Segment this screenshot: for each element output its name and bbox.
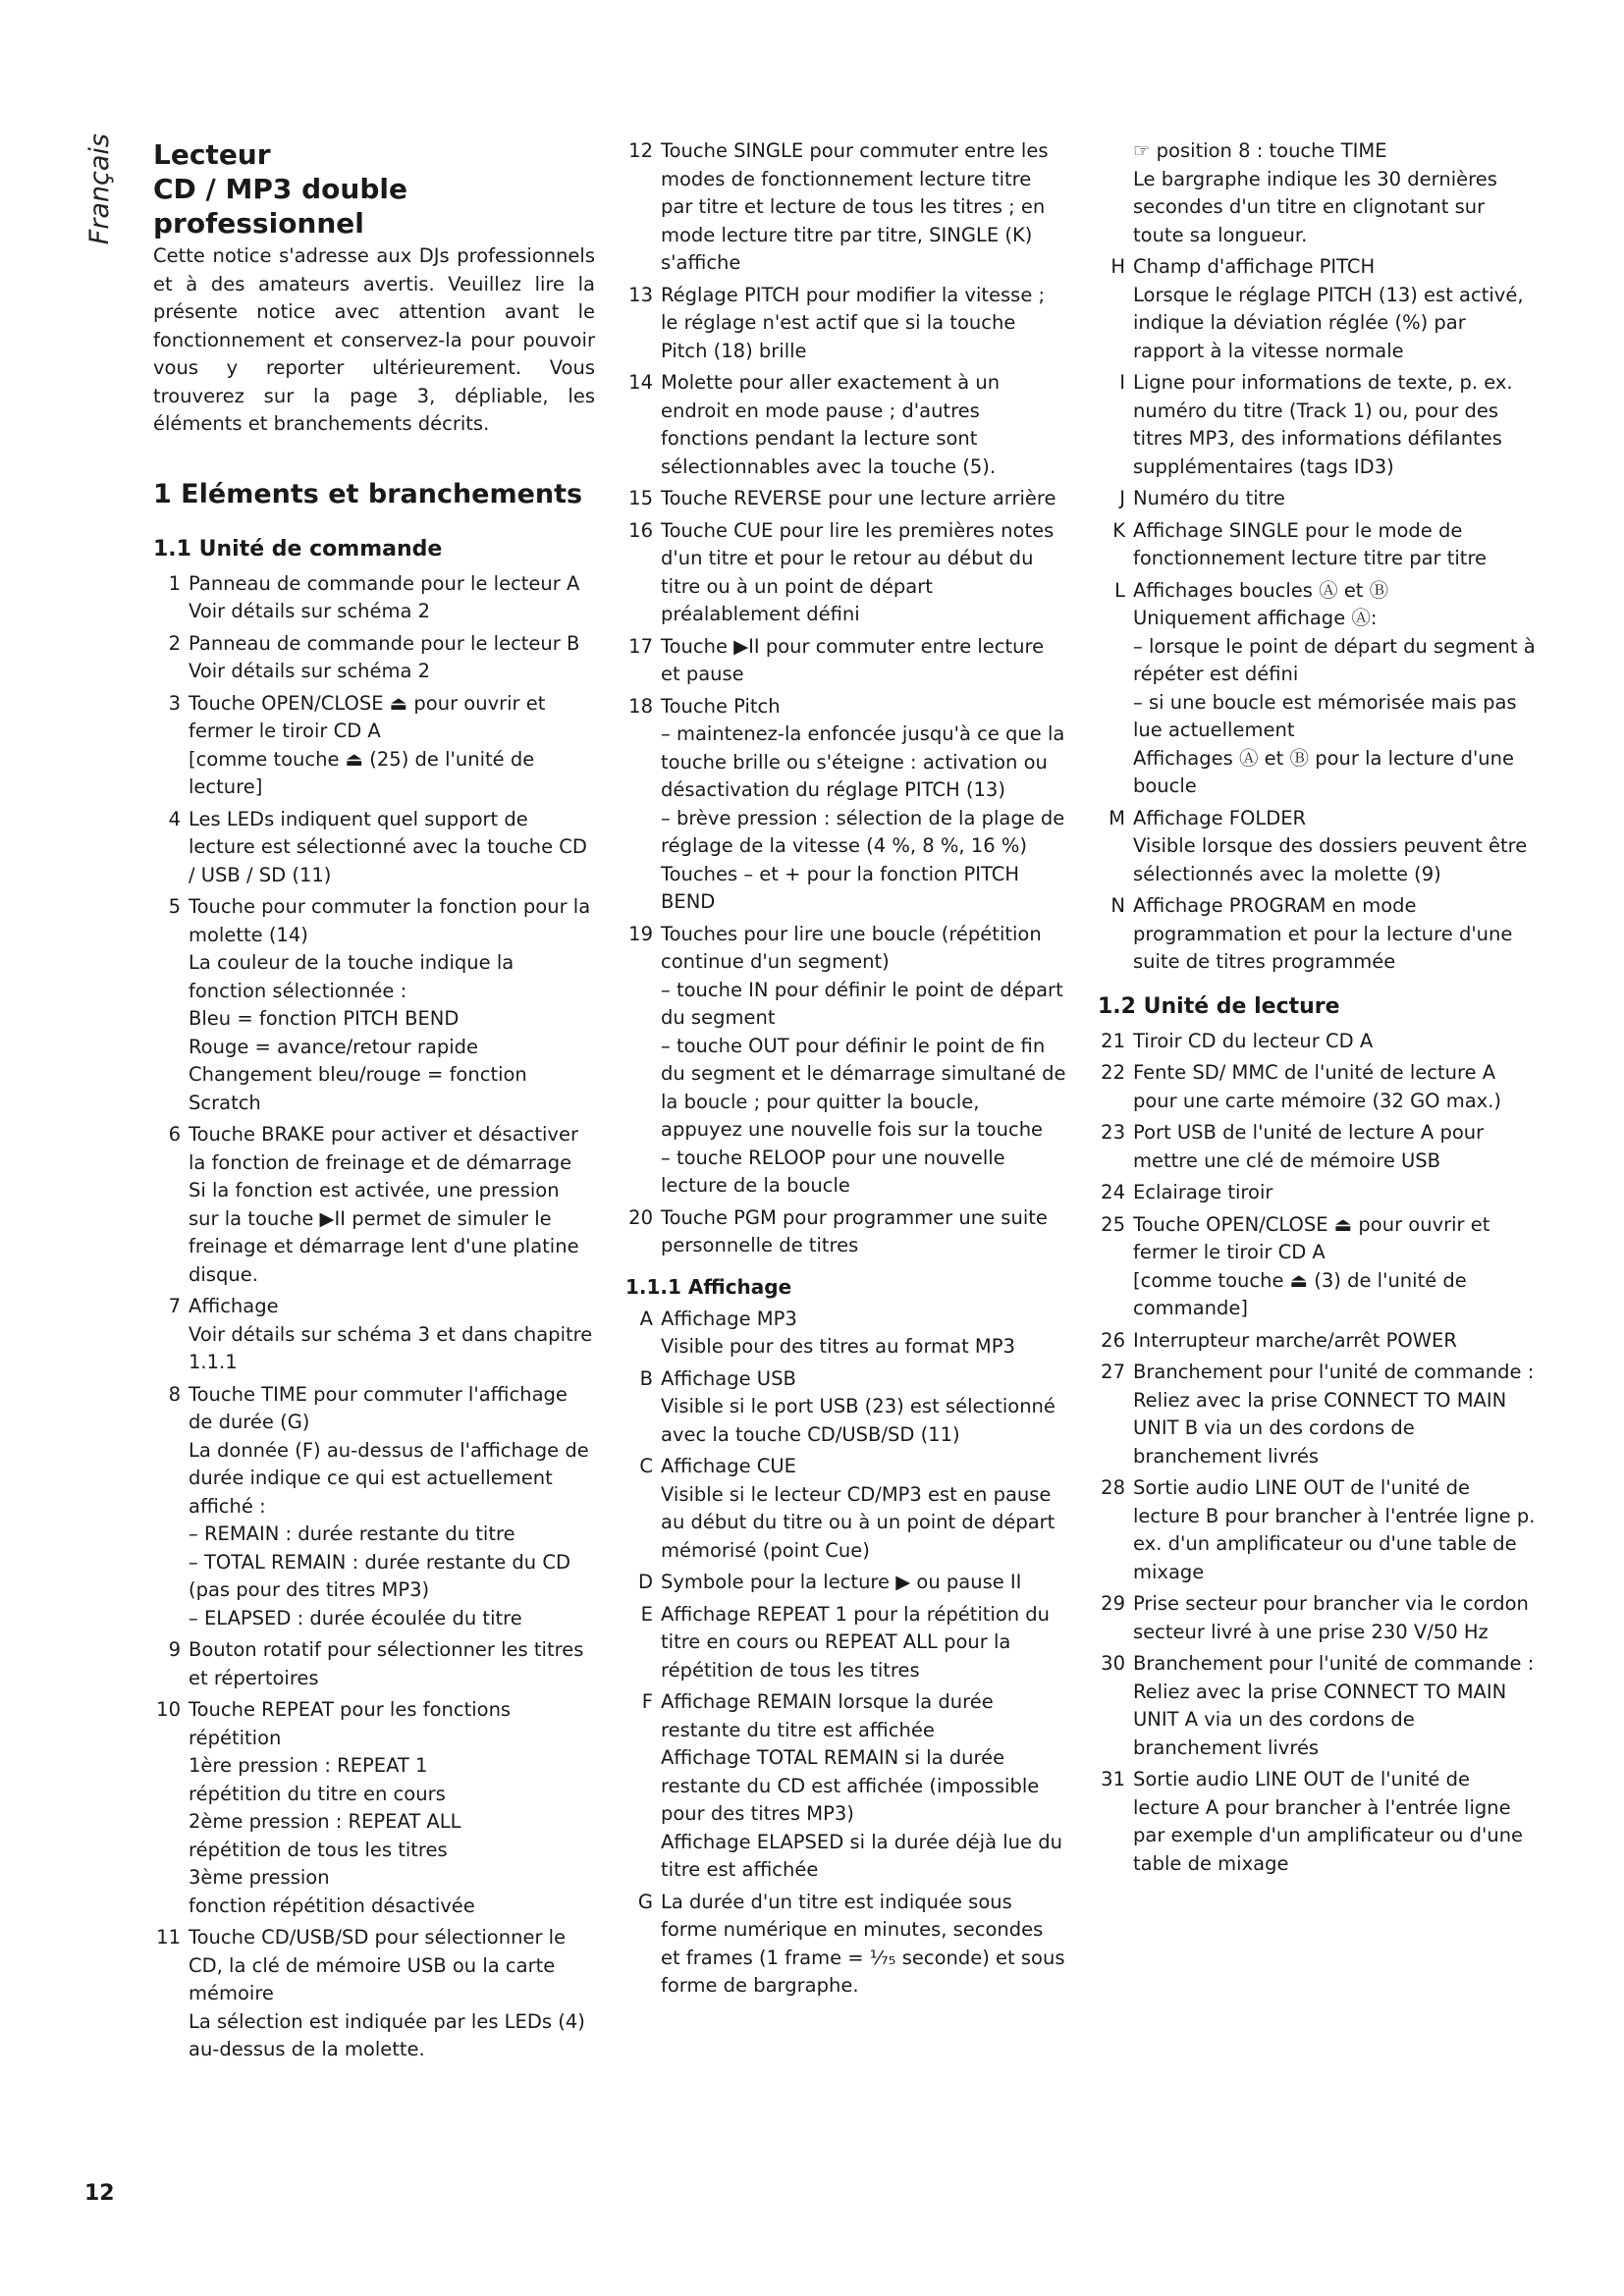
item-line: Bouton rotatif pour sélectionner les titres et répertoires: [189, 1638, 584, 1689]
item-body: [1133, 1327, 1540, 1356]
item-line: La sélection est indiquée par les LEDs (4) au-dessus de la molette.: [189, 2009, 585, 2060]
item-line: Branchement pour l'unité de commande : Reliez avec la prise CONNECT TO MAIN UNIT B via un des cordons de branchement livrés: [1133, 1361, 1535, 1468]
item-number: 18: [628, 694, 653, 718]
item-line: Touche pour commuter la fonction pour la molette (14): [189, 895, 591, 946]
item-number: 11: [156, 1926, 181, 1949]
list-item: [1098, 577, 1540, 801]
item-number: 21: [1101, 1029, 1125, 1052]
item-number: 8: [168, 1382, 181, 1406]
item-body: [661, 282, 1066, 366]
col3-top: [1098, 137, 1540, 249]
item-body: [189, 1293, 595, 1377]
item-line: Affichage TOTAL REMAIN si la durée restante du CD est affichée (impossible pour des titres MP3): [661, 1746, 1040, 1825]
item-line: – REMAIN : durée restante du titre: [189, 1522, 515, 1545]
item-body: [1133, 1119, 1540, 1175]
item-line: Les LEDs indiquent quel support de lecture est sélectionné avec la touche CD / USB / SD (11): [189, 807, 587, 886]
item-number: G: [637, 1890, 653, 1913]
item-line: Si la fonction est activée, une pression sur la touche ▶II permet de simuler le freinage et démarrage lent d'une platine disque.: [189, 1179, 579, 1286]
item-line: Affichage FOLDER: [1133, 806, 1307, 829]
item-line: – lorsque le point de départ du segment à répéter est défini: [1133, 634, 1536, 685]
item-number: 9: [168, 1638, 181, 1661]
column-2: [625, 137, 1066, 2004]
list-item: [625, 1453, 1066, 1565]
item-number: 27: [1101, 1361, 1125, 1383]
item-line: Lorsque le réglage PITCH (13) est activé, indique la déviation réglée (%) par rapport à la vitesse normale: [1133, 283, 1524, 362]
item-body: [661, 1688, 1066, 1885]
item-number: 23: [1101, 1121, 1125, 1144]
item-body: [1133, 1059, 1540, 1115]
item-line: Molette pour aller exactement à un endroit en mode pause ; d'autres fonctions pendant la lecture sont sélectionnables avec la touche (5).: [661, 371, 1001, 478]
item-number: 26: [1101, 1328, 1125, 1352]
item-number: K: [1112, 518, 1125, 542]
item-line: Eclairage tiroir: [1133, 1181, 1273, 1203]
item-line: Changement bleu/rouge = fonction Scratch: [189, 1063, 527, 1114]
item-line: Panneau de commande pour le lecteur A: [189, 571, 580, 595]
list-item: [625, 693, 1066, 917]
item-line: Touche REVERSE pour une lecture arrière: [661, 487, 1056, 509]
list-item: [1098, 892, 1540, 977]
item-number: 5: [168, 895, 181, 918]
list-item: [1098, 1590, 1540, 1646]
subsection-title-1-2: 1.2 Unité de lecture: [1098, 993, 1340, 1019]
list-item: [153, 1636, 595, 1692]
item-line: Ligne pour informations de texte, p. ex. numéro du titre (Track 1) ou, pour des titres MP3, des informations défilantes supplémentaires (tags ID3): [1133, 371, 1513, 478]
list-item: [1098, 369, 1540, 481]
item-line: Touche TIME pour commuter l'affichage de durée (G): [189, 1382, 568, 1433]
item-line: Affichage USB: [661, 1366, 796, 1390]
item-number: 15: [628, 487, 653, 509]
item-number: A: [639, 1307, 653, 1330]
item-line: Réglage PITCH pour modifier la vitesse ; le réglage n'est actif que si la touche Pitch (18) brille: [661, 283, 1046, 362]
list-item: [1098, 1474, 1540, 1586]
item-number: C: [639, 1455, 653, 1477]
item-number: 10: [156, 1698, 181, 1721]
item-line: Visible si le port USB (23) est sélectionné avec la touche CD/USB/SD (11): [661, 1395, 1056, 1446]
item-line: – touche RELOOP pour une nouvelle lecture de la boucle: [661, 1146, 1005, 1197]
list-item: [153, 570, 595, 626]
item-number: D: [637, 1571, 653, 1593]
list-item: [153, 806, 595, 890]
item-body: [1133, 1650, 1540, 1762]
list-item: [625, 282, 1066, 366]
item-line: Touche REPEAT pour les fonctions répétition: [189, 1698, 512, 1749]
list-item: [625, 369, 1066, 481]
list-item: [153, 1381, 595, 1633]
list-item: [153, 690, 595, 802]
item-body: [1133, 577, 1540, 801]
item-body: [189, 1381, 595, 1633]
item-number: 17: [628, 634, 653, 658]
item-line: Visible pour des titres au format MP3: [661, 1335, 1015, 1358]
item-number: 30: [1101, 1652, 1125, 1675]
item-line: – brève pression : sélection de la plage de réglage de la vitesse (4 %, 8 %, 16 %): [661, 806, 1065, 857]
item-line: Prise secteur pour brancher via le cordon secteur livré à une prise 230 V/50 Hz: [1133, 1592, 1529, 1643]
item-line: Sortie audio LINE OUT de l'unité de lecture A pour brancher à l'entrée ligne par exemple d'un amplificateur ou d'une table de mixage: [1133, 1768, 1524, 1875]
item-number: 12: [628, 139, 653, 162]
item-line: Numéro du titre: [1133, 487, 1285, 509]
list-item: [1098, 1211, 1540, 1323]
item-line: Affichage MP3: [661, 1307, 797, 1330]
item-line: Voir détails sur schéma 3 et dans chapitre 1.1.1: [189, 1322, 593, 1373]
list-item: [1098, 517, 1540, 573]
list-col3-display: [1098, 253, 1540, 977]
item-line: Interrupteur marche/arrêt POWER: [1133, 1328, 1457, 1352]
subsection-title-1-1-1: 1.1.1 Affichage: [625, 1274, 792, 1299]
item-body: [661, 1204, 1066, 1260]
item-line: Touche ▶II pour commuter entre lecture et pause: [661, 634, 1045, 685]
column-1: [153, 137, 595, 2068]
item-number: 13: [628, 283, 653, 306]
item-number: 28: [1101, 1476, 1125, 1499]
bargraph-note: Le bargraphe indique les 30 dernières secondes d'un titre en clignotant sur toute sa longueur.: [1133, 167, 1497, 246]
column-3: [1098, 137, 1540, 1882]
item-number: 16: [628, 518, 653, 542]
item-line: La donnée (F) au-dessus de l'affichage de durée indique ce qui est actuellement affiché :: [189, 1438, 589, 1518]
item-line: 3ème pression: [189, 1866, 330, 1889]
item-body: [1133, 1766, 1540, 1878]
list-item: [153, 630, 595, 686]
item-body: [1133, 805, 1540, 889]
item-line: Touche PGM pour programmer une suite personnelle de titres: [661, 1205, 1048, 1256]
item-line: Touche SINGLE pour commuter entre les modes de fonctionnement lecture titre par titre et lecture de tous les titres ; en mode lecture titre par titre, SINGLE (K) s'affiche: [661, 139, 1049, 274]
item-body: [661, 1569, 1066, 1597]
item-body: [1133, 1590, 1540, 1646]
item-number: H: [1110, 255, 1125, 278]
intro-paragraph: Cette notice s'adresse aux DJs professionnels et à des amateurs avertis. Veuillez lire la présente notice avec attention avant le fonctionnement et conservez-la pour pouvoir vous y reporter ultérieurement. Vous trouverez sur la page 3, dépliable, les éléments et branchements décrits.: [153, 244, 595, 435]
item-line: Touche CUE pour lire les premières notes d'un titre et pour le retour au début du titre ou à un point de départ préalablement défini: [661, 518, 1055, 625]
item-body: [1133, 369, 1540, 481]
item-number: F: [641, 1690, 653, 1713]
item-number: 7: [168, 1295, 181, 1317]
item-number: 14: [628, 371, 653, 394]
list-col2-display: [625, 1306, 1066, 2001]
subsection-title-1-1: 1.1 Unité de commande: [153, 536, 443, 561]
item-body: [1133, 1474, 1540, 1586]
item-body: [661, 921, 1066, 1201]
list-item: [625, 1601, 1066, 1685]
item-body: [661, 369, 1066, 481]
time-note: ☞ position 8 : touche TIME: [1133, 139, 1387, 162]
item-line: Touches – et + pour la fonction PITCH BEND: [661, 862, 1020, 913]
item-body: [189, 893, 595, 1117]
list-item: [1098, 253, 1540, 365]
item-body: [189, 570, 595, 626]
item-line: Affichage REMAIN lorsque la durée restante du titre est affichée: [661, 1690, 994, 1741]
item-line: Touche OPEN/CLOSE ⏏ pour ouvrir et fermer le tiroir CD A: [1133, 1212, 1490, 1263]
item-line: La couleur de la touche indique la fonction sélectionnée :: [189, 951, 514, 1002]
list-col1: [153, 570, 595, 2064]
item-body: [189, 1636, 595, 1692]
item-number: J: [1119, 487, 1125, 509]
list-item: [153, 893, 595, 1117]
item-body: [189, 806, 595, 890]
item-body: [189, 1696, 595, 1920]
item-number: 6: [168, 1123, 181, 1146]
item-number: 4: [168, 807, 181, 830]
item-line: Affichage REPEAT 1 pour la répétition du titre en cours ou REPEAT ALL pour la répétition de tous les titres: [661, 1602, 1051, 1682]
item-line: La durée d'un titre est indiquée sous forme numérique en minutes, secondes et frames (1 frame = ¹⁄₇₅ seconde) et sous forme de bargraphe.: [661, 1890, 1065, 1997]
list-item: [625, 633, 1066, 689]
list-item: [625, 1688, 1066, 1885]
item-body: [661, 1453, 1066, 1565]
item-number: E: [640, 1602, 653, 1626]
item-line: Touche Pitch: [661, 694, 781, 718]
list-item: [153, 1121, 595, 1289]
item-line: Voir détails sur schéma 2: [189, 660, 431, 682]
item-body: [189, 690, 595, 802]
item-line: Affichages Ⓐ et Ⓑ pour la lecture d'une boucle: [1133, 746, 1515, 797]
item-line: Symbole pour la lecture ▶ ou pause II: [661, 1571, 1022, 1593]
list-item: [625, 137, 1066, 278]
item-number: 20: [628, 1205, 653, 1229]
list-item: [625, 1204, 1066, 1260]
item-line: Affichage ELAPSED si la durée déjà lue du titre est affichée: [661, 1830, 1062, 1881]
item-line: répétition de tous les titres: [189, 1838, 448, 1861]
item-body: [1133, 1359, 1540, 1470]
list-item: [1098, 1650, 1540, 1762]
item-body: [189, 630, 595, 686]
item-body: [1133, 517, 1540, 573]
item-line: – ELAPSED : durée écoulée du titre: [189, 1606, 522, 1629]
section-title: 1 Eléments et branchements: [153, 478, 583, 509]
item-body: [661, 1365, 1066, 1450]
item-line: Uniquement affichage Ⓐ:: [1133, 607, 1378, 629]
item-line: [comme touche ⏏ (3) de l'unité de commande]: [1133, 1268, 1467, 1319]
item-number: M: [1109, 806, 1125, 829]
item-line: Fente SD/ MMC de l'unité de lecture A pour une carte mémoire (32 GO max.): [1133, 1061, 1502, 1112]
item-body: [1133, 253, 1540, 365]
item-line: Voir détails sur schéma 2: [189, 600, 431, 622]
list-item: [1098, 1028, 1540, 1056]
list-item: [1098, 485, 1540, 513]
item-line: – touche IN pour définir le point de départ du segment: [661, 978, 1063, 1029]
item-body: [661, 517, 1066, 629]
list-item: [1098, 1327, 1540, 1356]
list-item: [625, 1569, 1066, 1597]
list-item: [625, 1365, 1066, 1450]
list-item: [1098, 1119, 1540, 1175]
list-item: [1098, 1359, 1540, 1470]
list-item: [625, 485, 1066, 513]
item-body: [1133, 892, 1540, 977]
item-line: Affichage CUE: [661, 1455, 797, 1477]
item-body: [1133, 485, 1540, 513]
item-number: 25: [1101, 1212, 1125, 1236]
item-line: [comme touche ⏏ (25) de l'unité de lecture]: [189, 747, 535, 798]
item-number: 2: [168, 631, 181, 655]
item-number: 3: [168, 691, 181, 715]
list-item: [153, 1924, 595, 2064]
item-line: Affichage: [189, 1295, 279, 1317]
item-body: [189, 1121, 595, 1289]
language-tab: Français: [84, 133, 115, 245]
item-line: Branchement pour l'unité de commande : Reliez avec la prise CONNECT TO MAIN UNIT A via un des cordons de branchement livrés: [1133, 1652, 1535, 1759]
item-body: [661, 693, 1066, 917]
item-number: I: [1119, 371, 1125, 394]
item-number: 1: [168, 571, 181, 595]
item-line: Affichage PROGRAM en mode programmation et pour la lecture d'une suite de titres programmée: [1133, 894, 1513, 973]
list-item: [625, 1306, 1066, 1362]
list-col3: [1098, 1028, 1540, 1879]
list-item: [625, 1889, 1066, 2001]
item-number: 29: [1101, 1592, 1125, 1615]
list-item: [1098, 1179, 1540, 1207]
item-line: Bleu = fonction PITCH BEND: [189, 1007, 460, 1030]
item-body: [661, 485, 1066, 513]
item-number: N: [1110, 894, 1125, 917]
item-line: Panneau de commande pour le lecteur B: [189, 631, 580, 655]
list-item: [1098, 805, 1540, 889]
item-line: Champ d'affichage PITCH: [1133, 255, 1376, 278]
item-line: 1ère pression : REPEAT 1: [189, 1754, 428, 1777]
item-number: 31: [1101, 1768, 1125, 1790]
item-body: [661, 137, 1066, 278]
list-col2: [625, 137, 1066, 1260]
item-number: L: [1114, 578, 1125, 602]
list-item: [625, 517, 1066, 629]
item-line: Touche BRAKE pour activer et désactiver la fonction de freinage et de démarrage: [189, 1123, 578, 1174]
item-line: Touche CD/USB/SD pour sélectionner le CD, la clé de mémoire USB ou la carte mémoire: [189, 1926, 567, 2004]
item-line: 2ème pression : REPEAT ALL: [189, 1810, 461, 1833]
item-line: Visible lorsque des dossiers peuvent être sélectionnés avec la molette (9): [1133, 834, 1528, 885]
item-line: Touches pour lire une boucle (répétition continue d'un segment): [661, 922, 1042, 973]
item-line: fonction répétition désactivée: [189, 1894, 475, 1917]
item-number: B: [639, 1366, 653, 1390]
item-line: répétition du titre en cours: [189, 1782, 446, 1805]
list-item: [153, 1293, 595, 1377]
title-line-1: Lecteur: [153, 138, 271, 171]
item-line: Port USB de l'unité de lecture A pour mettre une clé de mémoire USB: [1133, 1121, 1485, 1172]
item-body: [1133, 1211, 1540, 1323]
item-line: Tiroir CD du lecteur CD A: [1133, 1029, 1374, 1052]
item-line: – touche OUT pour définir le point de fin du segment et le démarrage simultané de la boucle ; pour quitter la boucle, appuyez une nouvelle fois sur la touche: [661, 1034, 1066, 1141]
item-line: Affichages boucles Ⓐ et Ⓑ: [1133, 578, 1389, 602]
item-line: Visible si le lecteur CD/MP3 est en pause au début du titre ou à un point de départ mémorisé (point Cue): [661, 1482, 1056, 1562]
item-body: [1133, 1028, 1540, 1056]
title-line-2: CD / MP3 double professionnel: [153, 173, 407, 240]
item-line: – TOTAL REMAIN : durée restante du CD (pas pour des titres MP3): [189, 1550, 570, 1601]
list-item: [625, 921, 1066, 1201]
item-number: 22: [1101, 1061, 1125, 1084]
document-title: [153, 137, 595, 240]
item-line: Sortie audio LINE OUT de l'unité de lecture B pour brancher à l'entrée ligne p. ex. d'un amplificateur ou d'une table de mixage: [1133, 1476, 1536, 1583]
list-item: [1098, 1059, 1540, 1115]
item-body: [189, 1924, 595, 2064]
list-item: [1098, 1766, 1540, 1878]
item-body: [661, 1306, 1066, 1362]
page-number: 12: [84, 2181, 115, 2206]
list-item: [153, 1696, 595, 1920]
item-number: 19: [628, 922, 653, 945]
item-body: [1133, 1179, 1540, 1207]
item-body: [661, 633, 1066, 689]
item-line: Touche OPEN/CLOSE ⏏ pour ouvrir et fermer le tiroir CD A: [189, 691, 546, 742]
item-line: Affichage SINGLE pour le mode de fonctionnement lecture titre par titre: [1133, 518, 1488, 569]
item-line: – maintenez-la enfoncée jusqu'à ce que la touche brille ou s'éteigne : activation ou désactivation du réglage PITCH (13): [661, 722, 1065, 801]
item-body: [661, 1889, 1066, 2001]
item-number: 24: [1101, 1181, 1125, 1203]
item-line: Rouge = avance/retour rapide: [189, 1035, 479, 1058]
item-body: [661, 1601, 1066, 1685]
item-line: – si une boucle est mémorisée mais pas lue actuellement: [1133, 690, 1517, 741]
